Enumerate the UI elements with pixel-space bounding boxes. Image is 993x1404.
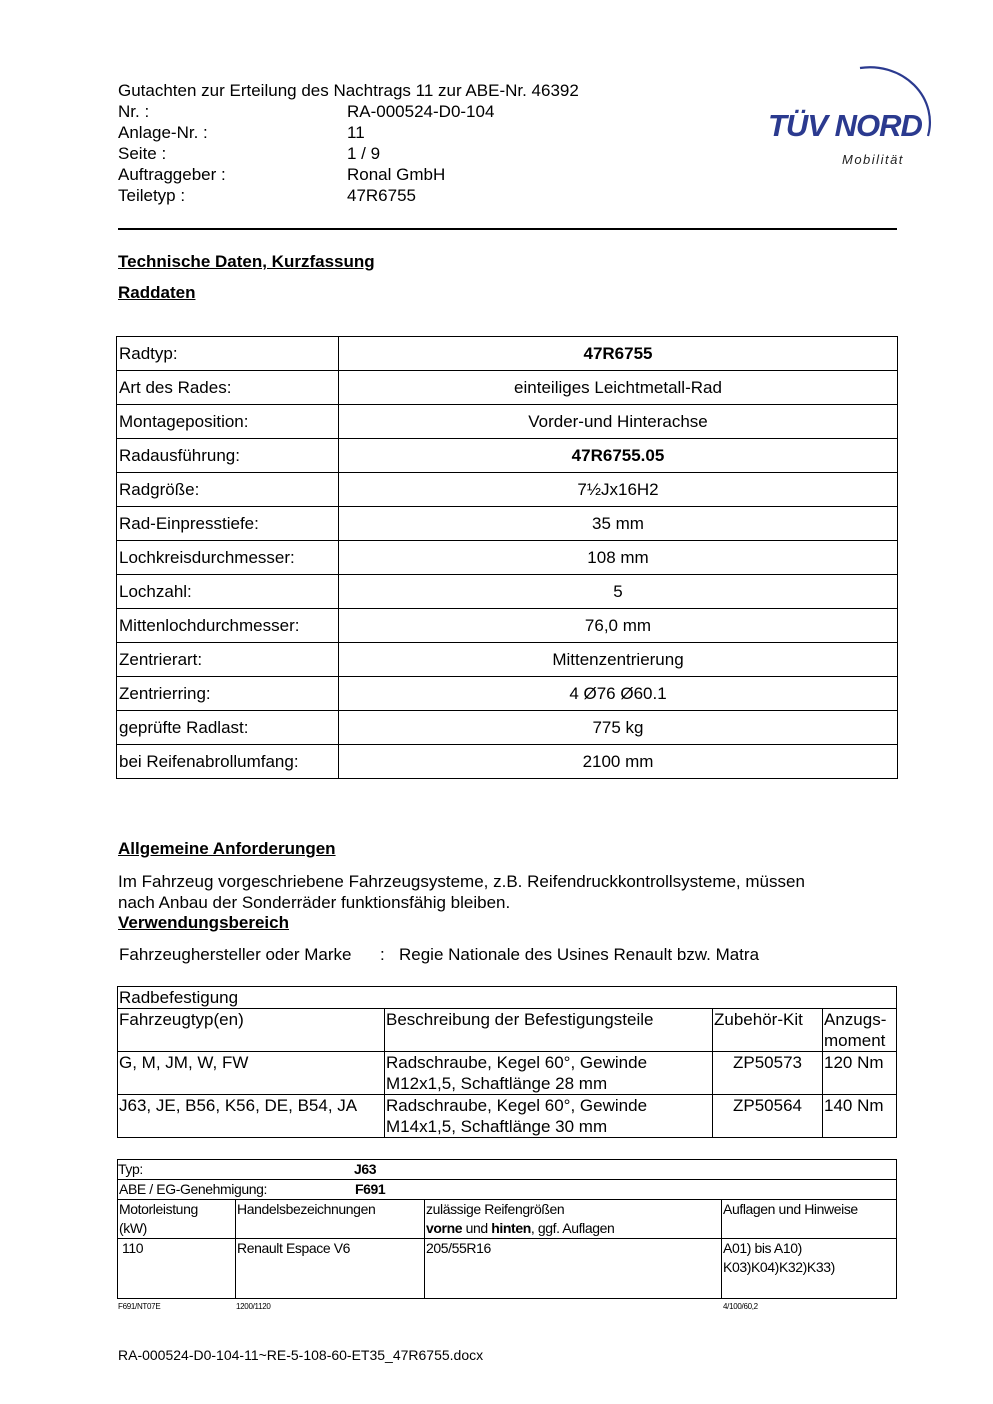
reifen-vorne: vorne [426, 1220, 463, 1236]
header-value: Ronal GmbH [347, 165, 446, 184]
header-label: Nr. : [118, 102, 150, 121]
header-label: Anlage-Nr. : [118, 123, 208, 142]
paragraph-line: nach Anbau der Sonderräder funktionsfähig bleiben. [118, 893, 511, 912]
header-cell: Anzugs- moment [823, 1009, 897, 1052]
table-row [117, 507, 898, 541]
document-footer: RA-000524-D0-104-11~RE-5-108-60-ET35_47R6755.docx [118, 1347, 484, 1363]
typ-note-2: 1200/1120 [236, 1302, 271, 1311]
raddaten-value: 775 kg [339, 711, 898, 745]
raddaten-value: 47R6755.05 [339, 439, 898, 473]
document-title: Gutachten zur Erteilung des Nachtrags 11 zur ABE-Nr. 46392 [118, 81, 579, 100]
raddaten-table [116, 336, 898, 779]
header-row-nr [118, 101, 579, 122]
header-value: 1 / 9 [347, 144, 381, 163]
table-row [117, 745, 898, 779]
raddaten-label: Montageposition: [117, 405, 339, 439]
cell: 205/55R16 [425, 1239, 722, 1299]
table-row [117, 575, 898, 609]
header-value: 47R6755 [347, 186, 417, 205]
header-cell: Auflagen und Hinweise [722, 1200, 897, 1239]
table-row [117, 711, 898, 745]
table-row [117, 405, 898, 439]
raddaten-label: Radgröße: [117, 473, 339, 507]
reifen-header-line1: zulässige Reifengrößen [426, 1201, 565, 1217]
raddaten-value: Vorder-und Hinterachse [339, 405, 898, 439]
typ-value: J63 [354, 1161, 377, 1177]
tuv-nord-logo [740, 58, 940, 173]
document-header [118, 80, 579, 206]
typ-note-1: F691/NT07E [118, 1302, 161, 1311]
cell: Radschraube, Kegel 60°, Gewinde M14x1,5, Schaftlänge 30 mm [385, 1095, 713, 1138]
raddaten-value: 108 mm [339, 541, 898, 575]
raddaten-label: Zentrierring: [117, 677, 339, 711]
vehicle-maker-line [119, 944, 759, 965]
raddaten-label: Radtyp: [117, 337, 339, 371]
table-row [117, 337, 898, 371]
radbefestigung-title: Radbefestigung [118, 987, 897, 1009]
abe-label: ABE / EG-Genehmigung: [119, 1181, 268, 1197]
reifen-auflagen: , ggf. Auflagen [530, 1220, 615, 1236]
header-cell: Motorleistung (kW) [118, 1200, 236, 1239]
raddaten-label: bei Reifenabrollumfang: [117, 745, 339, 779]
table-row [117, 439, 898, 473]
raddaten-value: einteiliges Leichtmetall-Rad [339, 371, 898, 405]
header-label: Auftraggeber : [118, 165, 226, 184]
cell: Radschraube, Kegel 60°, Gewinde M12x1,5, Schaftlänge 28 mm [385, 1052, 713, 1095]
header-label: Teiletyp : [118, 186, 186, 205]
header-cell [425, 1200, 722, 1239]
typ-note-3: 4/100/60,2 [723, 1302, 758, 1311]
raddaten-label: Lochzahl: [117, 575, 339, 609]
table-row [117, 643, 898, 677]
reifen-hinten: hinten [491, 1220, 531, 1236]
typ-table [117, 1159, 897, 1299]
cell: G, M, JM, W, FW [118, 1052, 385, 1095]
header-row-auftraggeber [118, 164, 579, 185]
header-label: Seite : [118, 144, 167, 163]
raddaten-value: 76,0 mm [339, 609, 898, 643]
header-row-teiletyp [118, 185, 579, 206]
header-row-seite [118, 143, 579, 164]
raddaten-value: 4 Ø76 Ø60.1 [339, 677, 898, 711]
section-heading-allgemeine-anforderungen: Allgemeine Anforderungen [118, 839, 336, 858]
logo-brand: TÜV NORD [768, 108, 922, 143]
table-row [118, 1239, 897, 1299]
raddaten-value: 2100 mm [339, 745, 898, 779]
cell: A01) bis A10) K03)K04)K32)K33) [722, 1239, 897, 1299]
raddaten-value: 7½Jx16H2 [339, 473, 898, 507]
cell: ZP50564 [713, 1095, 823, 1138]
header-cell: Zubehör-Kit [713, 1009, 823, 1052]
logo-subtitle: Mobilität [842, 152, 904, 167]
cell: 140 Nm [823, 1095, 897, 1138]
raddaten-label: Rad-Einpresstiefe: [117, 507, 339, 541]
table-row [117, 677, 898, 711]
cell: 120 Nm [823, 1052, 897, 1095]
section-heading-technische-daten: Technische Daten, Kurzfassung [118, 252, 375, 271]
raddaten-value: 47R6755 [339, 337, 898, 371]
raddaten-label: geprüfte Radlast: [117, 711, 339, 745]
raddaten-value: 5 [339, 575, 898, 609]
requirements-paragraph [118, 871, 805, 913]
section-subheading-verwendungsbereich: Verwendungsbereich [118, 913, 289, 932]
maker-label: Fahrzeughersteller oder Marke [119, 945, 352, 964]
header-cell: Fahrzeugtyp(en) [118, 1009, 385, 1052]
section-subheading-raddaten: Raddaten [118, 283, 196, 302]
table-row [117, 609, 898, 643]
header-row-anlage [118, 122, 579, 143]
raddaten-value: 35 mm [339, 507, 898, 541]
abe-value: F691 [355, 1181, 386, 1197]
raddaten-label: Mittenlochdurchmesser: [117, 609, 339, 643]
cell: 110 [118, 1239, 236, 1299]
raddaten-label: Lochkreisdurchmesser: [117, 541, 339, 575]
table-row [117, 371, 898, 405]
header-cell: Handelsbezeichnungen [236, 1200, 425, 1239]
maker-value: Regie Nationale des Usines Renault bzw. Matra [399, 945, 760, 964]
table-row [118, 1052, 897, 1095]
table-row [117, 541, 898, 575]
cell: Renault Espace V6 [236, 1239, 425, 1299]
raddaten-label: Radausführung: [117, 439, 339, 473]
reifen-und: und [462, 1220, 492, 1236]
header-value: 11 [347, 123, 365, 142]
header-value: RA-000524-D0-104 [347, 102, 495, 121]
raddaten-label: Zentrierart: [117, 643, 339, 677]
raddaten-label: Art des Rades: [117, 371, 339, 405]
header-cell: Beschreibung der Befestigungsteile [385, 1009, 713, 1052]
header-divider [118, 228, 897, 230]
table-row [118, 1095, 897, 1138]
typ-label: Typ: [118, 1161, 143, 1177]
maker-separator: : [380, 945, 385, 964]
raddaten-value: Mittenzentrierung [339, 643, 898, 677]
paragraph-line: Im Fahrzeug vorgeschriebene Fahrzeugsysteme, z.B. Reifendruckkontrollsysteme, müssen [118, 872, 805, 891]
cell: ZP50573 [713, 1052, 823, 1095]
reifen-header-line2 [426, 1219, 720, 1238]
table-row [117, 473, 898, 507]
cell: J63, JE, B56, K56, DE, B54, JA [118, 1095, 385, 1138]
radbefestigung-table [117, 986, 897, 1138]
